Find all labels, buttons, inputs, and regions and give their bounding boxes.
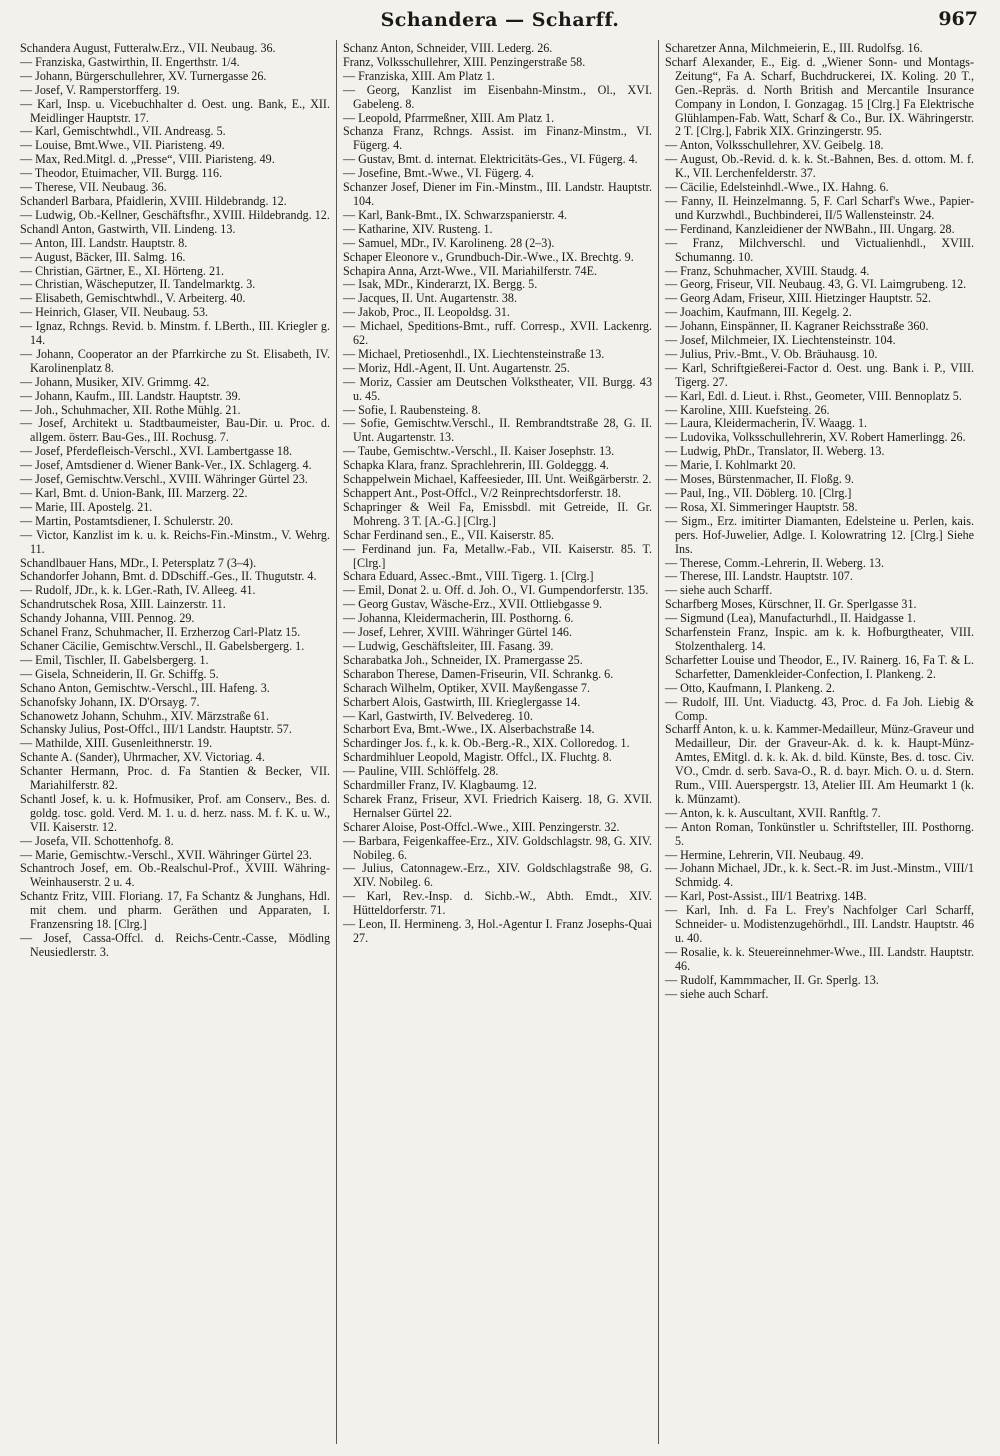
surname-entry: Schandrutschek Rosa, XIII. Lainzerstr. 11. [20, 597, 226, 612]
directory-entry: — August, Bäcker, III. Salmg. 16. [20, 249, 186, 264]
directory-entry: — Johann, Musiker, XIV. Grimmg. 42. [20, 374, 210, 389]
directory-entry: — Pauline, VIII. Schlöffelg. 28. [343, 764, 499, 779]
surname-entry: Scharabatka Joh., Schneider, IX. Pramergasse 25. [343, 652, 583, 667]
directory-entry: — Johann, Einspänner, II. Kagraner Reichsstraße 360. [665, 319, 929, 334]
directory-entry: — Elisabeth, Gemischtwhdl., V. Arbeiterg. 40. [20, 291, 246, 306]
directory-entry: — Johann, Cooperator an der Pfarrkirche zu St. Elisabeth, IV. Karolinenplatz 8. [20, 346, 330, 375]
directory-entry: — Isak, MDr., Kinderarzt, IX. Bergg. 5. [343, 277, 538, 292]
surname-entry: Scharfetter Louise und Theodor, E., IV. Rainerg. 16, Fa T. & L. Scharfetter, Damenkleider-Confection, I. Plankeng. 2. [665, 652, 974, 681]
directory-entry: — Sofie, I. Raubensteing. 8. [343, 402, 481, 417]
directory-entry: — Ignaz, Rchngs. Revid. b. Minstm. f. LBerth., III. Kriegler g. 14. [20, 319, 330, 348]
directory-entry: — Karl, Bank-Bmt., IX. Schwarzspanierstr. 4. [343, 207, 568, 222]
directory-entry: — Rosa, XI. Simmeringer Hauptstr. 58. [665, 499, 858, 514]
directory-entry: — Josef, Milchmeier, IX. Liechtensteinstr. 104. [665, 333, 896, 348]
directory-entry: — Samuel, MDr., IV. Karolineng. 28 (2–3). [343, 235, 555, 250]
surname-entry: Schanzer Josef, Diener im Fin.-Minstm., III. Landstr. Hauptstr. 104. [343, 180, 652, 208]
directory-entry: — Sigmund (Lea), Manufacturhdl., II. Haidgasse 1. [665, 611, 916, 626]
directory-entry: — Max, Red.Mitgl. d. „Presse“, VIII. Piaristeng. 49. [20, 152, 275, 167]
directory-entry: — Therese, VII. Neubaug. 36. [20, 180, 167, 195]
surname-entry: Schardinger Jos. f., k. k. Ob.-Berg.-R., XIX. Colloredog. 1. [343, 736, 630, 751]
surname-entry: Schandorfer Johann, Bmt. d. DDschiff.-Ges., II. Thugutstr. 4. [20, 569, 317, 584]
surname-entry: Schappert Ant., Post-Offcl., V/2 Reinprechtsdorferstr. 18. [343, 486, 622, 500]
directory-entry: — Georg Adam, Friseur, XIII. Hietzinger Hauptstr. 52. [665, 291, 931, 306]
surname-entry: Schappelwein Michael, Kaffeesieder, III. Unt. Weißgärberstr. 2. [343, 472, 652, 487]
directory-entry: — Leon, II. Hermineng. 3, Hol.-Agentur I. Franz Josephs-Quai 27. [343, 917, 652, 945]
directory-entry: — Franz, Milchverschl. und Victualienhdl., XVIII. Schumanng. 10. [665, 235, 974, 264]
directory-entry: — Karl, Rev.-Insp. d. Sichb.-W., Abth. Emdt., XIV. Hütteldorferstr. 71. [343, 889, 652, 918]
directory-entry: — Therese, III. Landstr. Hauptstr. 107. [665, 569, 853, 584]
surname-entry: Schantroch Josef, em. Ob.-Realschul-Prof., XVIII. Währing-Weinhauserstr. 2 u. 4. [20, 861, 330, 890]
surname-entry: Scharff Anton, k. u. k. Kammer-Medailleur, Münz-Graveur und Medailleur, Dir. der Graveur-Ak. d. k. k. Haupt-Münz-Amtes, EMitgl. d. k. k. Ak. d. bild. Künste, Bes. d. tosc. Civ. VO., Cmdr. d. serb. Sava-O., R. d. bayr. Mich. O. u. d. Stern. Rum., VIII. Auerspergstr. 13, Atelier III. Am Heumarkt 1 (k. k. Münzamt). [665, 722, 974, 806]
directory-entry: — Josef, Pferdefleisch-Verschl., XVI. Lambertgasse 18. [20, 444, 293, 459]
surname-entry: Schaner Cäcilie, Gemischtw.Verschl., II. Gabelsbergerg. 1. [20, 638, 305, 653]
surname-entry: Schanel Franz, Schuhmacher, II. Erzherzog Carl-Platz 15. [20, 625, 301, 640]
directory-entry: — Paul, Ing., VII. Döblerg. 10. [Clrg.] [665, 486, 852, 500]
directory-entry: — Ferdinand jun. Fa, Metallw.-Fab., VII. Kaiserstr. 85. T. [Clrg.] [343, 541, 652, 570]
surname-entry: Scharer Aloise, Post-Offcl.-Wwe., XIII. Penzingerstr. 32. [343, 819, 620, 834]
directory-entry: — August, Ob.-Revid. d. k. k. St.-Bahnen, Bes. d. ottom. M. f. K., VII. Lerchenfelderstr. 37. [665, 152, 974, 181]
directory-entry: — Josef, Lehrer, XVIII. Währinger Gürtel 146. [343, 625, 572, 640]
directory-entry: — Gisela, Schneiderin, II. Gr. Schiffg. 5. [20, 666, 219, 681]
surname-entry: Schandl Anton, Gastwirth, VII. Lindeng. 13. [20, 221, 236, 236]
directory-entry: — siehe auch Scharff. [665, 583, 773, 598]
surname-entry: Schapringer & Weil Fa, Emissbdl. mit Getreide, II. Gr. Mohreng. 3 T. [A.-G.] [Clrg.] [343, 499, 652, 528]
directory-entry: — Ludwig, Ob.-Kellner, Geschäftsfhr., XVIII. Hildebrandg. 12. [20, 207, 330, 222]
directory-entry: — Leopold, Pfarrmeßner, XIII. Am Platz 1. [343, 110, 555, 125]
directory-entry: — Franziska, XIII. Am Platz 1. [343, 68, 495, 83]
directory-entry: — Katharine, XIV. Rusteng. 1. [343, 221, 493, 236]
directory-entry: — Anton, Volksschullehrer, XV. Geibelg. 18. [665, 138, 884, 153]
column-2 [336, 40, 658, 1444]
directory-entry: — Ludwig, Geschäftsleiter, III. Fasang. 39. [343, 638, 554, 653]
surname-entry: Schara Eduard, Assec.-Bmt., VIII. Tigerg. 1. [Clrg.] [343, 569, 594, 584]
surname-entry: Schandera August, Futteralw.Erz., VII. Neubaug. 36. [20, 41, 276, 55]
directory-entry: — Johann Michael, JDr., k. k. Sect.-R. im Just.-Minstm., VIII/1 Schmidg. 4. [665, 861, 974, 890]
directory-entry: — Emil, Tischler, II. Gabelsbergerg. 1. [20, 652, 209, 667]
directory-entry: — Heinrich, Glaser, VII. Neubaug. 53. [20, 305, 209, 320]
directory-entry: — Johann, Bürgerschullehrer, XV. Turnergasse 26. [20, 68, 267, 83]
directory-entry: — Joachim, Kaufmann, III. Kegelg. 2. [665, 305, 852, 320]
surname-entry: Schanofsky Johann, IX. D'Orsayg. 7. [20, 694, 200, 709]
surname-entry: Schapka Klara, franz. Sprachlehrerin, III. Goldeggg. 4. [343, 458, 609, 473]
column-3 [658, 40, 980, 1444]
directory-entry: — Franz, Schuhmacher, XVIII. Staudg. 4. [665, 263, 870, 278]
directory-entry: — Sofie, Gemischtw.Verschl., II. Rembrandtstraße 28, G. II. Unt. Augartenstr. 13. [343, 416, 652, 445]
directory-entry: — Moses, Bürstenmacher, II. Floßg. 9. [665, 472, 854, 487]
surname-entry: Scharfenstein Franz, Inspic. am k. k. Hofburgtheater, VIII. Stolzenthalerg. 14. [665, 625, 974, 653]
directory-entry: — Georg, Kanzlist im Eisenbahn-Minstm., Ol., XVI. Gabeleng. 8. [343, 82, 652, 111]
surname-entry: Schantl Josef, k. u. k. Hofmusiker, Prof. am Conserv., Bes. d. goldg. tosc. gold. Verd. M. 1. u. d. herz. nass. M. f. K. u. W., VII. Kaiserstr. 12. [20, 791, 330, 834]
surname-entry: Schaper Eleonore v., Grundbuch-Dir.-Wwe., IX. Brechtg. 9. [343, 249, 634, 264]
directory-entry: — Karl, Post-Assist., III/1 Beatrixg. 14B. [665, 889, 867, 904]
directory-entry: — Anton, III. Landstr. Hauptstr. 8. [20, 235, 188, 250]
surname-entry: Schanz Anton, Schneider, VIII. Lederg. 26. [343, 41, 553, 55]
directory-entry: — Jacques, II. Unt. Augartenstr. 38. [343, 291, 517, 306]
directory-entry: — Karl, Edl. d. Lieut. i. Rhst., Geometer, VIII. Bennoplatz 5. [665, 388, 962, 403]
directory-entry: — Josef, Gemischtw.Verschl., XVIII. Währinger Gürtel 23. [20, 472, 308, 487]
directory-entry: — Franziska, Gastwirthin, II. Engerthstr. 1/4. [20, 54, 240, 69]
directory-entry: — siehe auch Scharf. [665, 986, 769, 1001]
directory-entry: — Karl, Schriftgießerei-Factor d. Oest. ung. Bank i. P., VIII. Tigerg. 27. [665, 360, 974, 389]
directory-entry: — Ferdinand, Kanzleidiener der NWBahn., III. Ungarg. 28. [665, 221, 955, 236]
directory-entry: — Sigm., Erz. imitirter Diamanten, Edelsteine u. Perlen, kais. pers. Hof-Juwelier, Adlge. I. Kolowratring 12. [Clrg.] Siehe Ins. [665, 513, 974, 556]
directory-entry: — Josef, Cassa-Offcl. d. Reichs-Centr.-Casse, Mödling Neusiedlerstr. 3. [20, 931, 330, 959]
directory-entry: — Josefa, VII. Schottenhofg. 8. [20, 833, 174, 848]
directory-entry: — Laura, Kleidermacherin, IV. Waagg. 1. [665, 416, 868, 431]
directory-entry: — Joh., Schuhmacher, XII. Rothe Mühlg. 21. [20, 402, 241, 417]
page-header [14, 0, 986, 40]
surname-entry: Scharf Alexander, E., Eig. d. „Wiener Sonn- und Montags-Zeitung“, Fa A. Scharf, Buchdruckerei, IX. Koling. 20 T., Gen.-Repräs. d. North British and Mercantile Insurance Company in London, I. Gonzagag. 15 [Clrg.] Fa Elektrische Glühlampen-Fab. Watt, Scharf & Co., Bur. IX. Währingerstr. 2 T. [Clrg.], Fabrik XIX. Grinzingerstr. 95. [665, 54, 974, 139]
surname-entry: Schano Anton, Gemischtw.-Verschl., III. Hafeng. 3. [20, 680, 270, 695]
directory-entry: — Marie, Gemischtw.-Verschl., XVII. Währinger Gürtel 23. [20, 847, 312, 862]
directory-entry: — Karl, Insp. u. Vicebuchhalter d. Oest. ung. Bank, E., XII. Meidlinger Hauptstr. 17. [20, 96, 330, 125]
surname-entry: Schardmihluer Leopold, Magistr. Offcl., IX. Fluchtg. 8. [343, 750, 612, 765]
directory-entry: — Rudolf, JDr., k. k. LGer.-Rath, IV. Alleeg. 41. [20, 583, 256, 598]
directory-entry: — Marie, I. Kohlmarkt 20. [665, 458, 796, 473]
directory-entry: — Rudolf, Kammmacher, II. Gr. Sperlg. 13. [665, 972, 879, 987]
surname-entry: Schante A. (Sander), Uhrmacher, XV. Victoriag. 4. [20, 750, 265, 765]
surname-entry: Scharach Wilhelm, Optiker, XVII. Mayßengasse 7. [343, 680, 590, 695]
directory-entry: — Julius, Catonnagew.-Erz., XIV. Goldschlagstraße 98, G. XIV. Nobileg. 6. [343, 861, 652, 890]
directory-entry: — Ludwig, PhDr., Translator, II. Weberg. 13. [665, 444, 885, 459]
surname-entry: Scharetzer Anna, Milchmeierin, E., III. Rudolfsg. 16. [665, 41, 923, 55]
directory-entry: — Christian, Gärtner, E., XI. Hörteng. 21. [20, 263, 225, 278]
surname-entry: Scharfberg Moses, Kürschner, II. Gr. Sperlgasse 31. [665, 597, 917, 612]
surname-entry: Scharbert Alois, Gastwirth, III. Krieglergasse 14. [343, 694, 581, 709]
directory-entry: — Karl, Inh. d. Fa L. Frey's Nachfolger Carl Scharff, Schneider- u. Modistenzugehörhdl., III. Landstr. Hauptstr. 46 u. 40. [665, 903, 974, 945]
surname-entry: Schantz Fritz, VIII. Floriang. 17, Fa Schantz & Junghans, Hdl. mit chem. und pharm. Geräthen und Apparaten, I. Franzensring 18. [Clrg.] [20, 889, 330, 932]
directory-entry: — Karl, Gastwirth, IV. Belvedereg. 10. [343, 708, 533, 723]
directory-entry: — Josef, Amtsdiener d. Wiener Bank-Ver., IX. Schlagerg. 4. [20, 458, 312, 473]
surname-entry: Schanter Hermann, Proc. d. Fa Stantien & Becker, VII. Mariahilferstr. 82. [20, 764, 330, 793]
directory-entry: — Rudolf, III. Unt. Viaductg. 43, Proc. d. Fa Joh. Liebig & Comp. [665, 694, 974, 723]
directory-entry: — Martin, Postamtsdiener, I. Schulerstr. 20. [20, 513, 234, 528]
directory-entry: — Karl, Bmt. d. Union-Bank, III. Marzerg. 22. [20, 486, 248, 500]
directory-entry: — Moriz, Hdl.-Agent, II. Unt. Augartenstr. 25. [343, 360, 570, 375]
directory-entry: — Michael, Pretiosenhdl., IX. Liechtensteinstraße 13. [343, 346, 605, 361]
surname-entry: Schar Ferdinand sen., E., VII. Kaiserstr. 85. [343, 527, 555, 542]
directory-entry: — Jakob, Proc., II. Leopoldsg. 31. [343, 305, 510, 320]
directory-entry: — Barbara, Feigenkaffee-Erz., XIV. Goldschlagstr. 98, G. XIV. Nobileg. 6. [343, 833, 652, 862]
surname-entry: Schandlbauer Hans, MDr., I. Petersplatz 7 (3–4). [20, 555, 257, 570]
directory-entry: — Fanny, II. Heinzelmanng. 5, F. Carl Scharf's Wwe., Papier- und Kurzwhdl., Buchbinderei, II/5 Wallensteinstr. 24. [665, 193, 974, 222]
directory-entry: — Emil, Donat 2. u. Off. d. Joh. O., VI. Gumpendorferstr. 135. [343, 583, 649, 598]
directory-entry: — Anton Roman, Tonkünstler u. Schriftsteller, III. Posthorng. 5. [665, 819, 974, 848]
directory-entry: — Marie, III. Apostelg. 21. [20, 499, 153, 514]
directory-entry: — Christian, Wäscheputzer, II. Tandelmarktg. 3. [20, 277, 256, 292]
directory-entry: — Rosalie, k. k. Steuereinnehmer-Wwe., III. Landstr. Hauptstr. 46. [665, 944, 974, 973]
directory-entry: — Julius, Priv.-Bmt., V. Ob. Bräuhausg. 10. [665, 346, 878, 361]
directory-entry: — Georg Gustav, Wäsche-Erz., XVII. Ottliebgasse 9. [343, 597, 603, 612]
directory-entry: — Cäcilie, Edelsteinhdl.-Wwe., IX. Hahng. 6. [665, 180, 889, 195]
surname-entry: Scharek Franz, Friseur, XVI. Friedrich Kaiserg. 18, G. XVII. Hernalser Gürtel 22. [343, 791, 652, 820]
directory-entry: — Otto, Kaufmann, I. Plankeng. 2. [665, 680, 835, 695]
surname-entry: Schardmiller Franz, IV. Klagbaumg. 12. [343, 778, 537, 793]
directory-entry: — Therese, Comm.-Lehrerin, II. Weberg. 13. [665, 555, 885, 570]
column-1 [14, 40, 336, 1444]
running-title: Schandera — Scharff. [380, 9, 620, 31]
directory-entry: — Ludovika, Volksschullehrerin, XV. Robert Hamerlingg. 26. [665, 430, 966, 445]
directory-entry: — Johanna, Kleidermacherin, III. Posthorng. 6. [343, 611, 574, 626]
directory-entry: — Theodor, Etuimacher, VII. Burgg. 116. [20, 166, 223, 181]
surname-entry: Scharbort Eva, Bmt.-Wwe., IX. Alserbachstraße 14. [343, 722, 595, 737]
directory-entry: — Karl, Gemischtwhdl., VII. Andreasg. 5. [20, 124, 226, 139]
surname-entry: Schanderl Barbara, Pfaidlerin, XVIII. Hildebrandg. 12. [20, 193, 287, 208]
surname-entry: Schanowetz Johann, Schuhm., XIV. Märzstraße 61. [20, 708, 269, 723]
directory-entry: — Mathilde, XIII. Gusenleithnerstr. 19. [20, 736, 213, 751]
columns [14, 40, 986, 1444]
directory-entry: — Josef, Architekt u. Stadtbaumeister, Bau-Dir. u. Proc. d. allgem. österr. Bau-Ges., III. Rochusg. 7. [20, 416, 330, 445]
directory-entry: — Moriz, Cassier am Deutschen Volkstheater, VII. Burgg. 43 u. 45. [343, 374, 652, 403]
directory-entry: — Georg, Friseur, VII. Neubaug. 43, G. VI. Laimgrubeng. 12. [665, 277, 967, 292]
directory-entry: — Victor, Kanzlist im k. u. k. Reichs-Fin.-Minstm., V. Wehrg. 11. [20, 527, 330, 556]
directory-entry: Franz, Volksschullehrer, XIII. Penzingerstraße 58. [343, 54, 586, 69]
surname-entry: Scharabon Therese, Damen-Friseurin, VII. Schrankg. 6. [343, 666, 614, 681]
page-number: 967 [938, 8, 978, 30]
directory-entry: — Hermine, Lehrerin, VII. Neubaug. 49. [665, 847, 864, 862]
directory-entry: — Anton, k. k. Auscultant, XVII. Ranftlg. 7. [665, 805, 881, 820]
surname-entry: Schapira Anna, Arzt-Wwe., VII. Mariahilferstr. 74E. [343, 263, 598, 278]
directory-entry: — Gustav, Bmt. d. internat. Elektricitäts-Ges., VI. Fügerg. 4. [343, 152, 638, 167]
directory-entry: — Karoline, XIII. Kuefsteing. 26. [665, 402, 830, 417]
directory-entry: — Johann, Kaufm., III. Landstr. Hauptstr. 39. [20, 388, 241, 403]
directory-entry: — Josefine, Bmt.-Wwe., VI. Fügerg. 4. [343, 166, 535, 181]
surname-entry: Schanza Franz, Rchngs. Assist. im Finanz-Minstm., VI. Fügerg. 4. [343, 124, 652, 153]
directory-entry: — Josef, V. Ramperstorfferg. 19. [20, 82, 180, 97]
directory-entry: — Louise, Bmt.Wwe., VII. Piaristeng. 49. [20, 138, 225, 153]
directory-entry: — Taube, Gemischtw.-Verschl., II. Kaiser Josephstr. 13. [343, 444, 615, 459]
directory-entry: — Michael, Speditions-Bmt., ruff. Corresp., XVII. Lackenrg. 62. [343, 319, 652, 348]
surname-entry: Schandy Johanna, VIII. Pennog. 29. [20, 611, 195, 626]
surname-entry: Schansky Julius, Post-Offcl., III/1 Landstr. Hauptstr. 57. [20, 722, 292, 737]
